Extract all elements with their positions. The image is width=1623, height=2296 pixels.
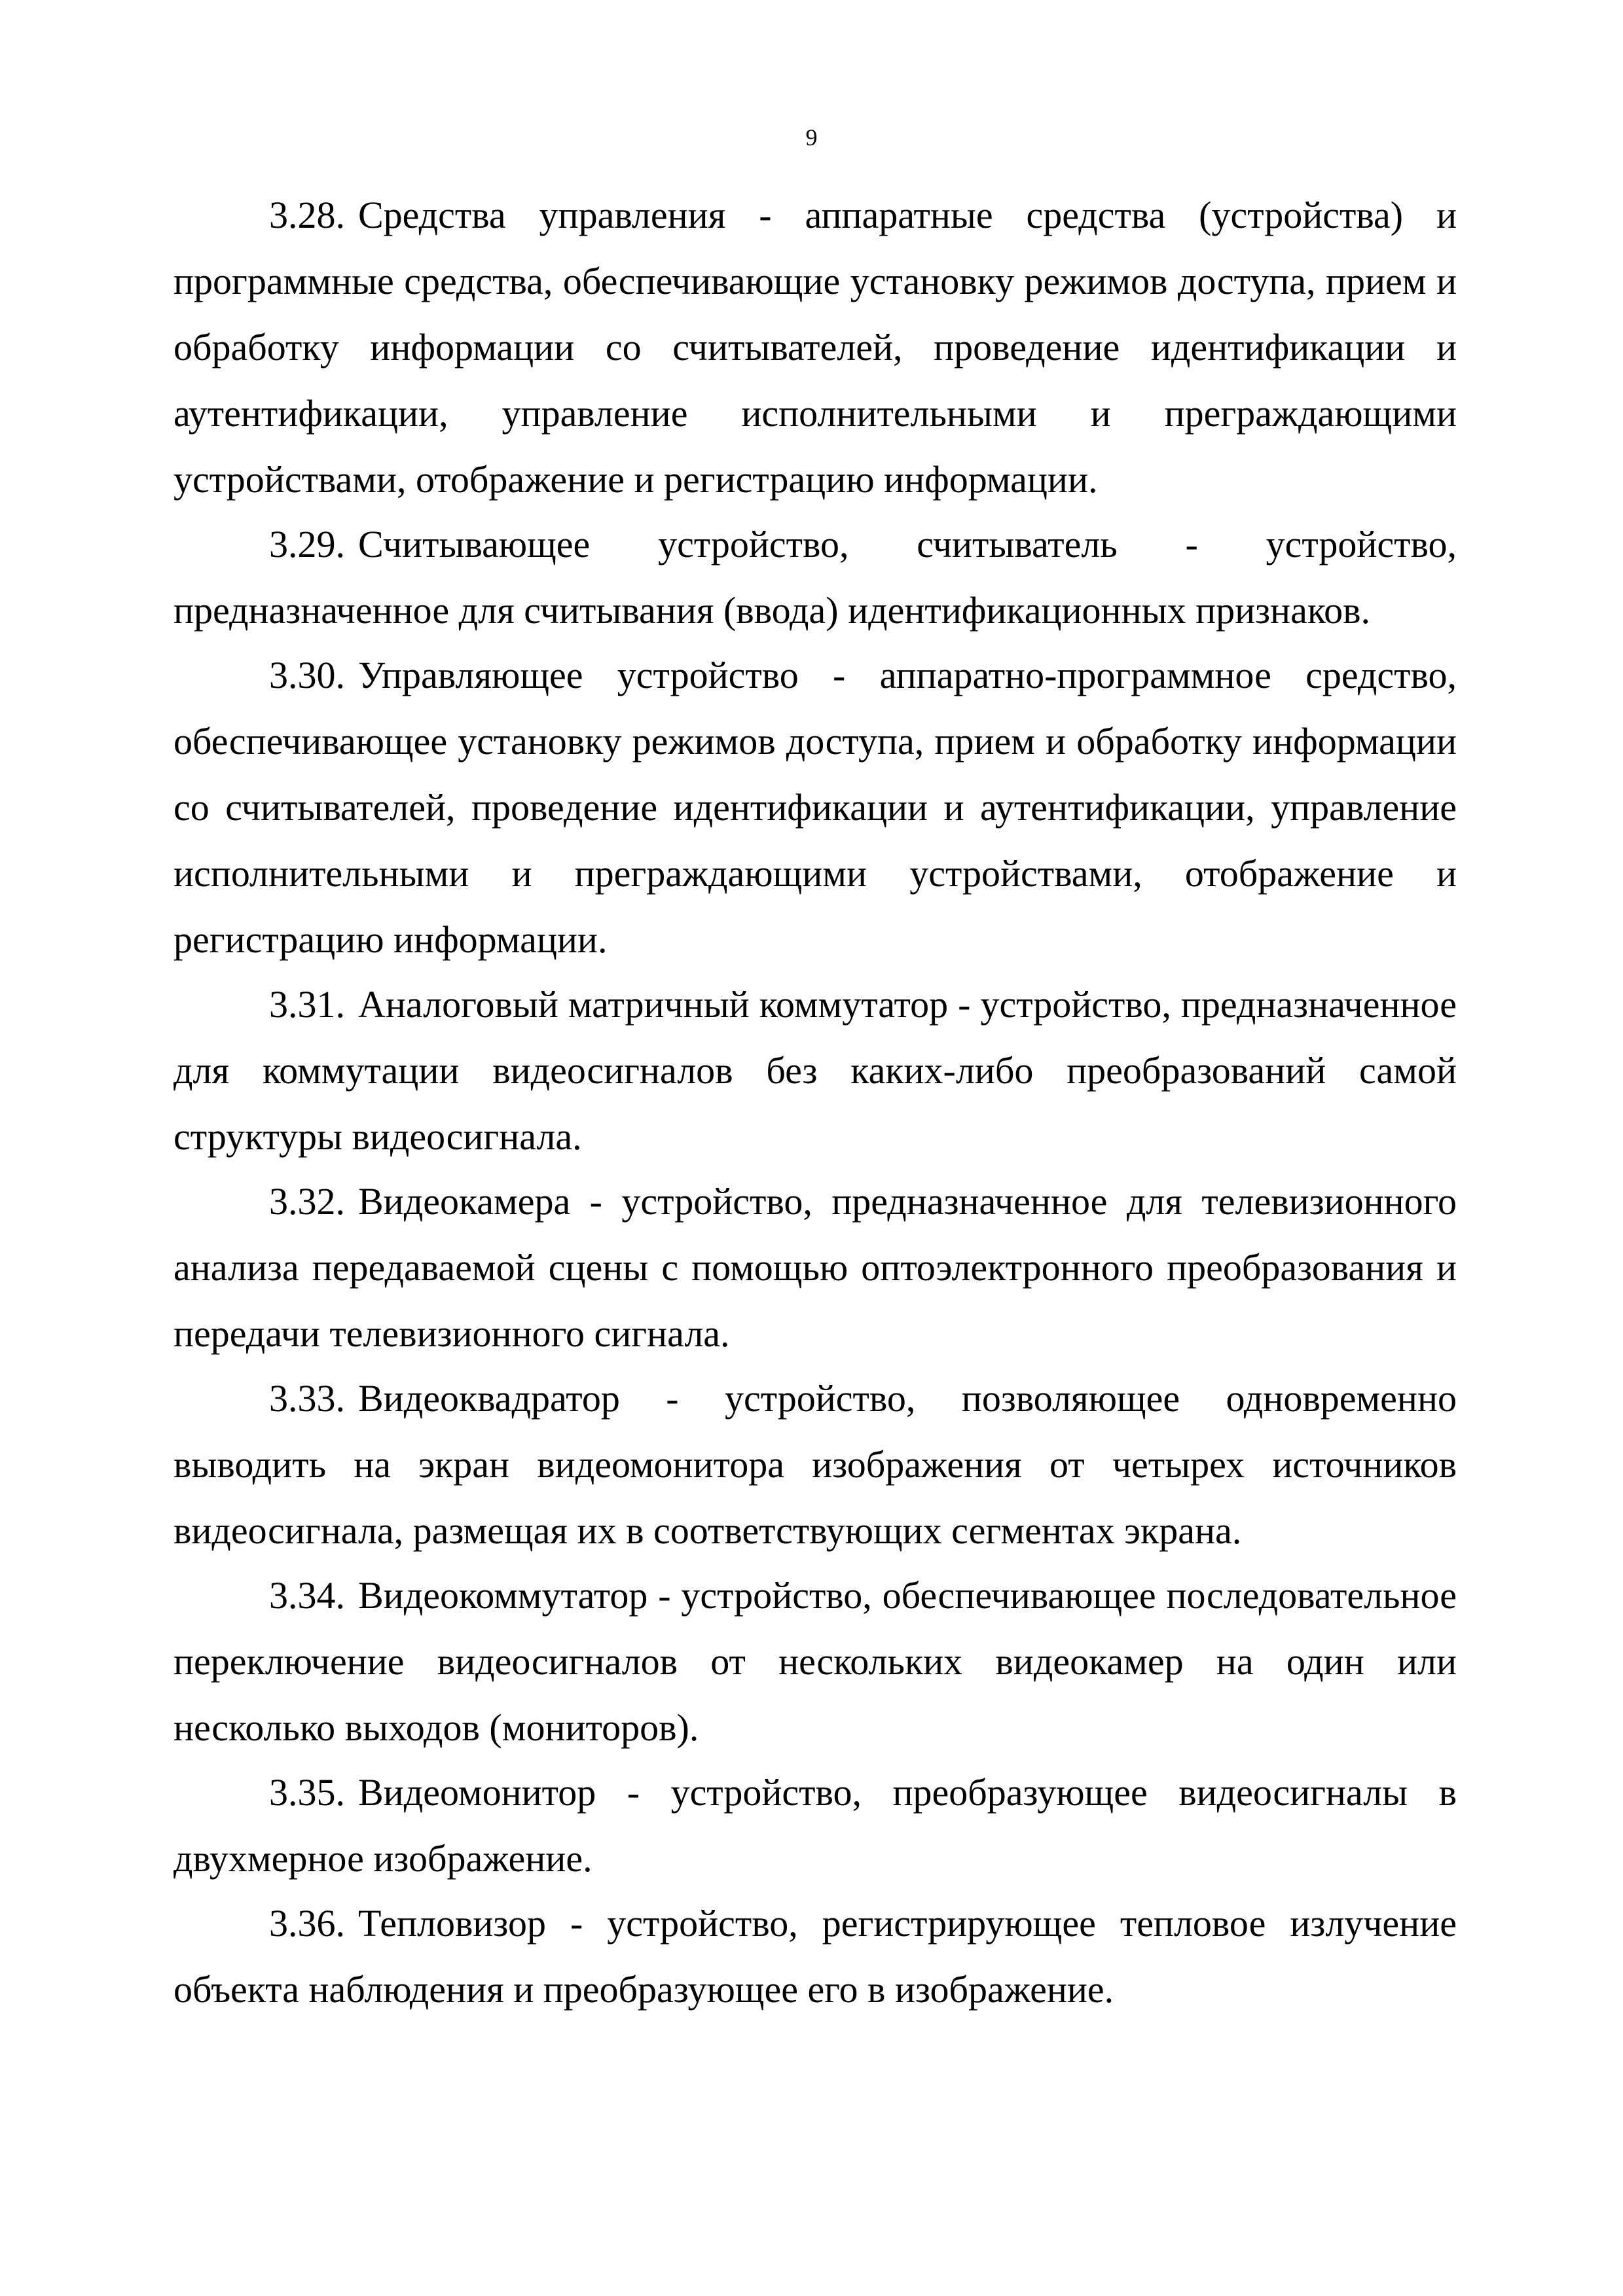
clause-number: 3.32. xyxy=(269,1180,345,1223)
clause-text: Видеомонитор - устройство, преобразующее видеосигналы в двухмерное изображение. xyxy=(173,1771,1457,1880)
clause-number: 3.29. xyxy=(269,523,345,565)
paragraph-3-31 xyxy=(173,971,1457,1170)
clause-text: Видеокамера - устройство, предназначенное для телевизионного анализа передаваемой сцены с помощью оптоэлектронного преобразования и передачи телевизионного сигнала. xyxy=(173,1180,1457,1355)
paragraph-3-28 xyxy=(173,182,1457,512)
clause-number: 3.30. xyxy=(269,654,345,696)
clause-text: Видеоквадратор - устройство, позволяющее одновременно выводить на экран видеомонитора изображения от четырех источников видеосигнала, размещая их в соответствующих сегментах экрана. xyxy=(173,1377,1457,1552)
paragraph-3-29 xyxy=(173,511,1457,643)
paragraph-3-33 xyxy=(173,1365,1457,1564)
page-number: 9 xyxy=(805,124,818,151)
clause-number: 3.36. xyxy=(269,1902,345,1945)
clause-text: Средства управления - аппаратные средства (устройства) и программные средства, обеспечивающие установку режимов доступа, прием и обработку информации со считывателей, проведение идентификации и аутентификации, управление исполнительными и преграждающими устройствами, отображение и регистрацию информации. xyxy=(173,194,1457,501)
clause-text: Аналоговый матричный коммутатор - устройство, предназначенное для коммутации видеосигналов без каких-либо преобразований самой структуры видеосигнала. xyxy=(173,983,1457,1158)
clause-text: Видеокоммутатор - устройство, обеспечивающее последовательное переключение видеосигналов от нескольких видеокамер на один или несколько выходов (мониторов). xyxy=(173,1574,1457,1749)
clause-text: Считывающее устройство, считыватель - устройство, предназначенное для считывания (ввода) идентификационных признаков. xyxy=(173,523,1457,632)
clause-number: 3.33. xyxy=(269,1377,345,1420)
clause-number: 3.35. xyxy=(269,1771,345,1814)
clause-number: 3.34. xyxy=(269,1574,345,1617)
clause-text: Управляющее устройство - аппаратно-программное средство, обеспечивающее установку режимов доступа, прием и обработку информации со считывателей, проведение идентификации и аутентификации, управление исполнительными и преграждающими устройствами, отображение и регистрацию информации. xyxy=(173,654,1457,961)
paragraph-3-35 xyxy=(173,1759,1457,1892)
paragraph-3-36 xyxy=(173,1890,1457,2022)
paragraph-3-34 xyxy=(173,1562,1457,1761)
document-body xyxy=(173,182,1457,2021)
clause-number: 3.31. xyxy=(269,983,345,1026)
clause-number: 3.28. xyxy=(269,194,345,236)
paragraph-3-32 xyxy=(173,1168,1457,1367)
paragraph-3-30 xyxy=(173,642,1457,973)
clause-text: Тепловизор - устройство, регистрирующее тепловое излучение объекта наблюдения и преобразующее его в изображение. xyxy=(173,1902,1457,2011)
